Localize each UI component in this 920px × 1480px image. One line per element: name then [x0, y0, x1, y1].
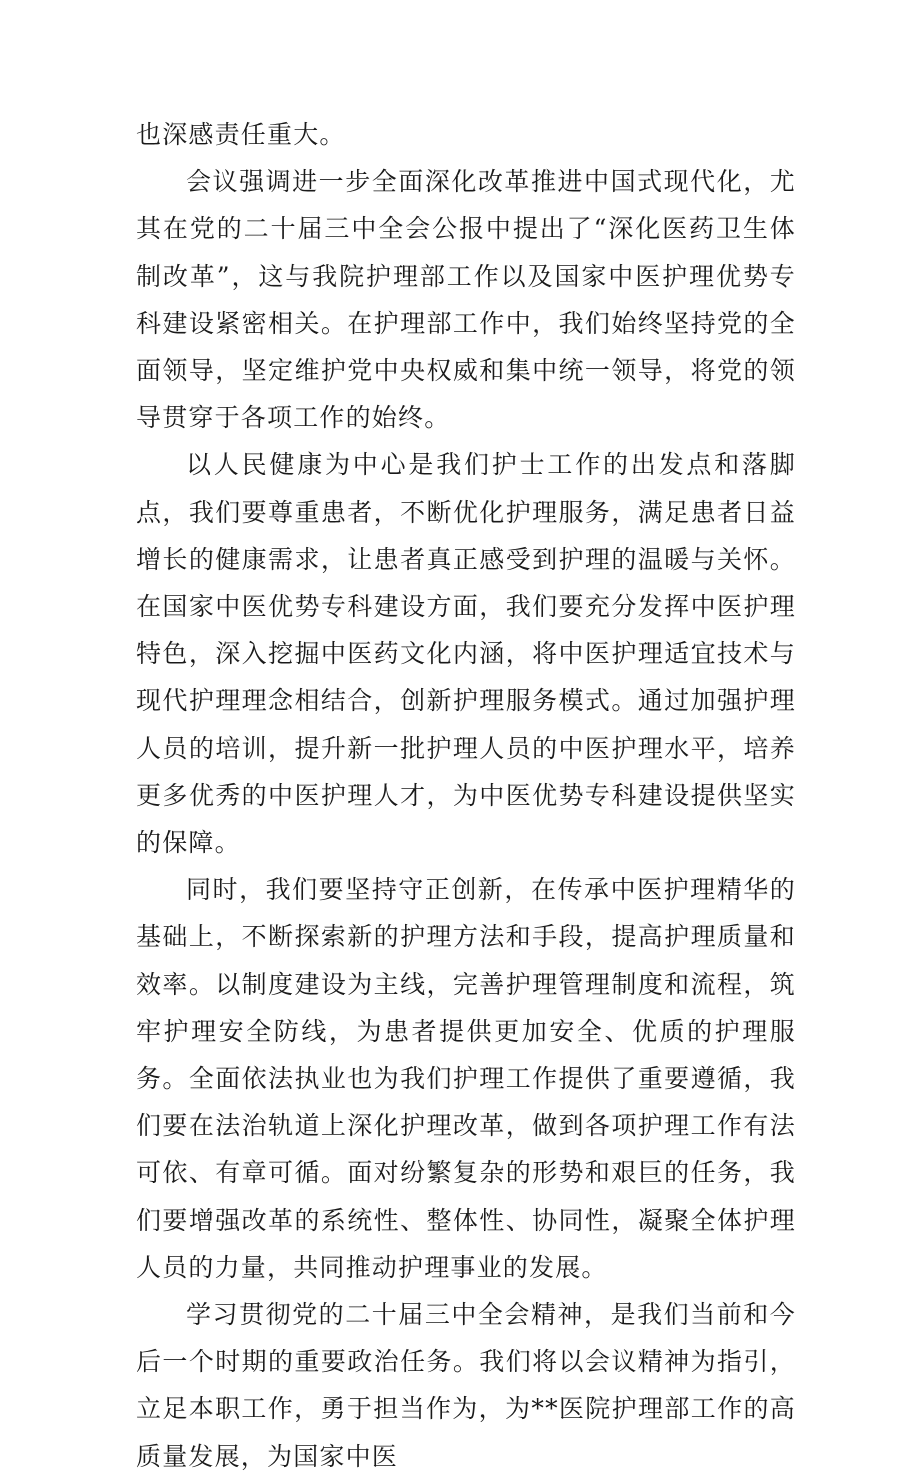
paragraph-reform: 会议强调进一步全面深化改革推进中国式现代化，尤其在党的二十届三中全会公报中提出了“深化医药卫生体制改革”，这与我院护理部工作以及国家中医护理优势专科建设紧密相关。在护理部工作中，我们始终坚持党的全面领导，坚定维护党中央权威和集中统一领导，将党的领导贯穿于各项工作的始终。	[136, 167, 796, 433]
paragraph-innovation: 同时，我们要坚持守正创新，在传承中医护理精华的基础上，不断探索新的护理方法和手段，提高护理质量和效率。以制度建设为主线，完善护理管理制度和流程，筑牢护理安全防线，为患者提供更加安全、优质的护理服务。全面依法执业也为我们护理工作提供了重要遵循，我们要在法治轨道上深化护理改革，做到各项护理工作有法可依、有章可循。面对纷繁复杂的形势和艰巨的任务，我们要增强改革的系统性、整体性、协同性，凝聚全体护理人员的力量，共同推动护理事业的发展。	[136, 875, 796, 1282]
paragraph-people-health: 以人民健康为中心是我们护士工作的出发点和落脚点，我们要尊重患者，不断优化护理服务，满足患者日益增长的健康需求，让患者真正感受到护理的温暖与关怀。在国家中医优势专科建设方面，我们要充分发挥中医护理特色，深入挖掘中医药文化内涵，将中医护理适宜技术与现代护理理念相结合，创新护理服务模式。通过加强护理人员的培训，提升新一批护理人员的中医护理水平，培养更多优秀的中医护理人才，为中医优势专科建设提供坚实的保障。	[136, 450, 796, 858]
document-body	[136, 111, 796, 1480]
paragraph-continuation: 也深感责任重大。	[136, 120, 346, 149]
paragraph-study: 学习贯彻党的二十届三中全会精神，是我们当前和今后一个时期的重要政治任务。我们将以会议精神为指引，立足本职工作，勇于担当作为，为**医院护理部工作的高质量发展，为国家中医	[136, 1300, 796, 1471]
